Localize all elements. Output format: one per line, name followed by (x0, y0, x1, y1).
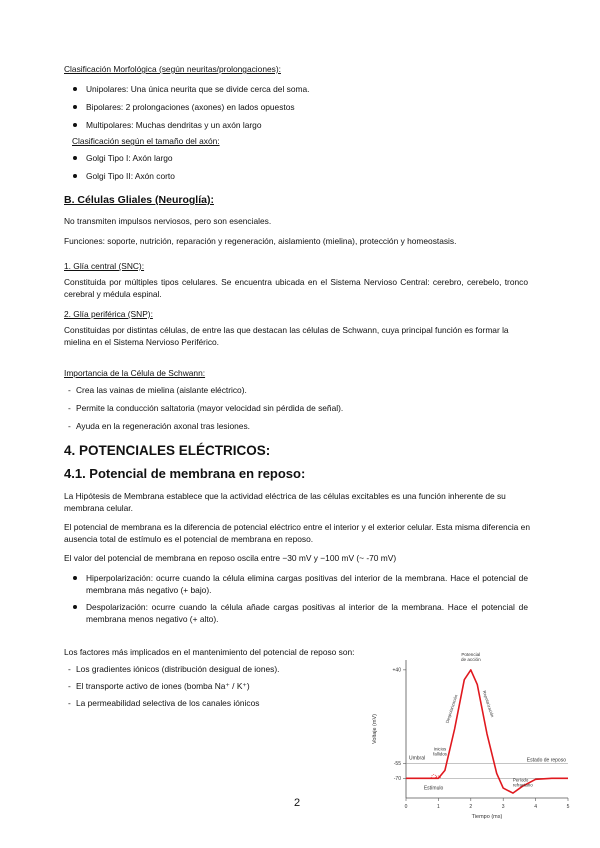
list-item: - Ayuda en la regeneración axonal tras lesiones. (66, 420, 343, 432)
factores-list (66, 663, 279, 709)
potenciales-p3: El valor del potencial de membrana en reposo oscila entre −30 mV y −100 mV (~ -70 mV) (64, 553, 397, 563)
annotation-estimulo: Estímulo (423, 785, 444, 792)
y-tick-label: +40 (392, 667, 401, 674)
list-item: Golgi Tipo I: Axón largo (62, 152, 175, 164)
list-item: Multipolares: Muchas dendritas y un axón largo (62, 119, 309, 131)
list-item: Golgi Tipo II: Axón corto (62, 170, 175, 182)
axon-size-list (62, 152, 175, 182)
annotation-inicios: Inicios (433, 746, 447, 752)
list-item: - El transporte activo de iones (bomba Na⁺ / K⁺) (66, 680, 279, 692)
glia-periferica-text: Constituidas por distintas células, de entre las que destacan las células de Schwann, cuya principal función es formar la mielina en el Sistema Nervioso Periférico. (64, 325, 509, 347)
x-tick-label: 5 (566, 804, 570, 810)
list-item: - Permite la conducción saltatoria (mayor velocidad sin pérdida de señal). (66, 402, 343, 414)
glia-funciones: Funciones: soporte, nutrición, reparación y regeneración, aislamiento (mielina), protección y homeostasis. (64, 236, 457, 246)
x-tick-label: 4 (534, 804, 537, 810)
glia-periferica-title: 2. Glía periférica (SNP): (64, 309, 153, 319)
polarizacion-list (62, 572, 528, 625)
factores-title: Los factores más implicados en el mantenimiento del potencial de reposo son: (64, 647, 355, 657)
y-tick-label: -55 (393, 761, 401, 767)
annotation-reposo: Estado de reposo (526, 757, 566, 764)
glia-intro: No transmiten impulsos nerviosos, pero son esenciales. (64, 216, 272, 226)
schwann-list (66, 384, 343, 432)
morfologica-title: Clasificación Morfológica (según neuritas/prolongaciones): (64, 64, 281, 74)
axon-size-title: Clasificación según el tamaño del axón: (72, 136, 220, 146)
schwann-title: Importancia de la Célula de Schwann: (64, 368, 206, 378)
annotation-inicios: fallidos (433, 751, 447, 757)
x-tick-label: 3 (501, 804, 505, 810)
list-item: Bipolares: 2 prolongaciones (axones) en lados opuestos (62, 101, 309, 113)
morfologica-list (62, 83, 309, 131)
x-tick-label: 0 (404, 804, 408, 810)
potencial-reposo-heading: 4.1. Potencial de membrana en reposo: (64, 466, 306, 481)
annotation-umbral: Umbral (409, 755, 426, 762)
list-item: - La permeabilidad selectiva de los canales iónicos (66, 697, 279, 709)
y-axis-label: Voltaje (mV) (372, 714, 378, 744)
list-item: - Los gradientes iónicos (distribución desigual de iones). (66, 663, 279, 675)
glia-central-text: Constituida por múltiples tipos celulares. Se encuentra ubicada en el Sistema Nervioso Central: cerebro, cerebelo, tronco cerebral y médula espinal. (64, 277, 528, 299)
list-item: - Crea las vainas de mielina (aislante eléctrico). (66, 384, 343, 396)
page-number: 2 (294, 797, 301, 809)
list-item: Unipolares: Una única neurita que se divide cerca del soma. (62, 83, 309, 95)
list-item: Hiperpolarización: ocurre cuando la célula elimina cargas positivas del interior de la membrana. Hace el potencial de membrana más negativo (+ bajo). (62, 572, 528, 596)
x-tick-label: 2 (469, 804, 473, 810)
list-item: Despolarización: ocurre cuando la célula añade cargas positivas al interior de la membrana. Hace el potencial de membrana menos negativo (+ alto). (62, 601, 528, 625)
series-line (406, 670, 568, 793)
y-tick-label: -70 (393, 775, 401, 782)
annotation-potencial: Potencial (461, 652, 481, 657)
potenciales-p2: El potencial de membrana es la diferencia de potencial eléctrico entre el interior y el exterior celular. Esta misma diferencia en ausencia total de estímulo es el potencial de membrana en reposo. (64, 522, 530, 544)
glia-central-title: 1. Glía central (SNC): (64, 261, 145, 271)
action-potential-chart (362, 646, 580, 824)
potenciales-p1: La Hipótesis de Membrana establece que la actividad eléctrica de las células excitables es una función inherente de su membrana celular. (64, 491, 506, 513)
x-tick-label: 1 (437, 804, 440, 810)
annotation-despolarizacion: Despolarización (444, 693, 459, 724)
glia-heading: B. Células Gliales (Neuroglía): (64, 194, 214, 206)
annotation-refractario: refractario (512, 782, 533, 788)
annotation-potencial: de acción (460, 657, 481, 662)
potenciales-heading: 4. POTENCIALES ELÉCTRICOS: (64, 443, 271, 458)
x-axis-label: Tiempo (ms) (471, 814, 503, 820)
annotation-repolarizacion: Repolarización (481, 689, 496, 718)
annotation-refractario: Período (512, 777, 529, 783)
